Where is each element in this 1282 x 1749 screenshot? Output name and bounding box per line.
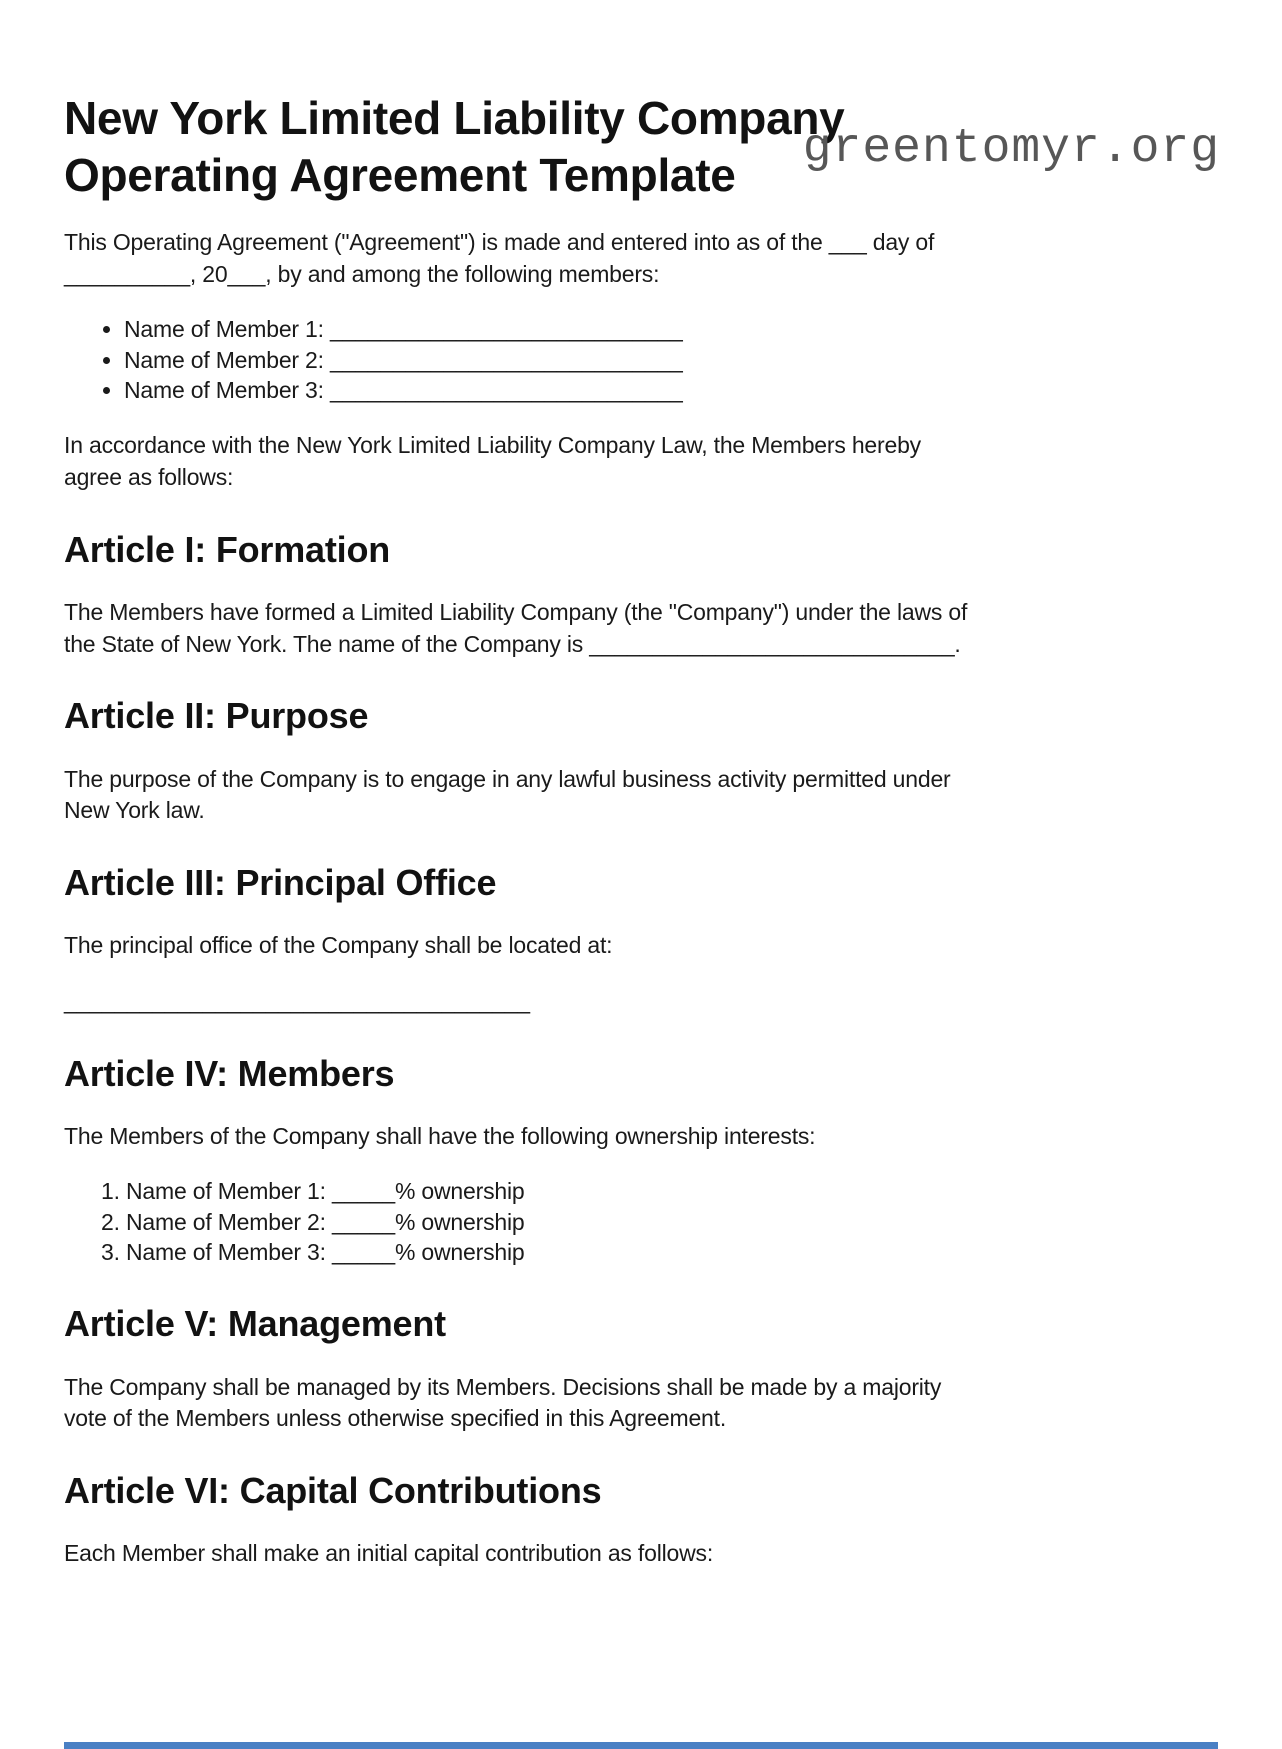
article-4-paragraph: The Members of the Company shall have the following ownership interests: xyxy=(64,1122,816,1149)
article-4-heading: Article IV: Members xyxy=(64,1052,395,1094)
article-4-members xyxy=(64,1052,1218,1269)
article-6-paragraph: Each Member shall make an initial capital contribution as follows: xyxy=(64,1540,714,1567)
article-2-heading: Article II: Purpose xyxy=(64,695,369,737)
article-2-paragraph: The purpose of the Company is to engage in any lawful business activity permitted under New York law. xyxy=(64,765,951,824)
article-1-paragraph: The Members have formed a Limited Liability Company (the "Company") under the laws of the State of New York. The name of the Company is _____________________________. xyxy=(64,598,968,657)
document-title: New York Limited Liability Company Operating Agreement Template xyxy=(64,92,845,201)
ownership-list xyxy=(64,1177,1218,1269)
article-3-principal-office xyxy=(64,861,1218,1018)
article-3-paragraph: The principal office of the Company shall be located at: xyxy=(64,932,613,959)
address-blank-line: _____________________________________ xyxy=(64,988,530,1014)
article-6-heading: Article VI: Capital Contributions xyxy=(64,1469,602,1511)
document-page xyxy=(0,90,1282,1749)
member-name-list xyxy=(64,315,1218,407)
ownership-item-1: 1. Name of Member 1: _____% ownership xyxy=(126,1177,1218,1207)
article-1-formation xyxy=(64,528,1218,661)
accordance-paragraph: In accordance with the New York Limited Liability Company Law, the Members hereby agree as follows: xyxy=(64,432,921,491)
ownership-item-3: 3. Name of Member 3: _____% ownership xyxy=(126,1238,1218,1268)
member-name-item-3: • Name of Member 3: ____________________________ xyxy=(124,376,1218,406)
watermark: greentomyr.org xyxy=(802,122,1220,176)
article-2-purpose xyxy=(64,694,1218,827)
article-5-management xyxy=(64,1302,1218,1435)
intro-paragraph: This Operating Agreement ("Agreement") is made and entered into as of the ___ day of __________, 20___, by and among the following members: xyxy=(64,229,935,287)
article-5-paragraph: The Company shall be managed by its Members. Decisions shall be made by a majority vote of the Members unless otherwise specified in this Agreement. xyxy=(64,1373,942,1432)
capital-contributions-table-header-edge xyxy=(64,1742,1218,1749)
article-6-capital-contributions xyxy=(64,1469,1218,1570)
ownership-item-2: 2. Name of Member 2: _____% ownership xyxy=(126,1208,1218,1238)
article-5-heading: Article V: Management xyxy=(64,1303,446,1345)
article-3-heading: Article III: Principal Office xyxy=(64,862,497,904)
member-name-item-1: • Name of Member 1: ____________________________ xyxy=(124,315,1218,345)
member-name-item-2: • Name of Member 2: ____________________________ xyxy=(124,346,1218,376)
article-1-heading: Article I: Formation xyxy=(64,528,391,570)
